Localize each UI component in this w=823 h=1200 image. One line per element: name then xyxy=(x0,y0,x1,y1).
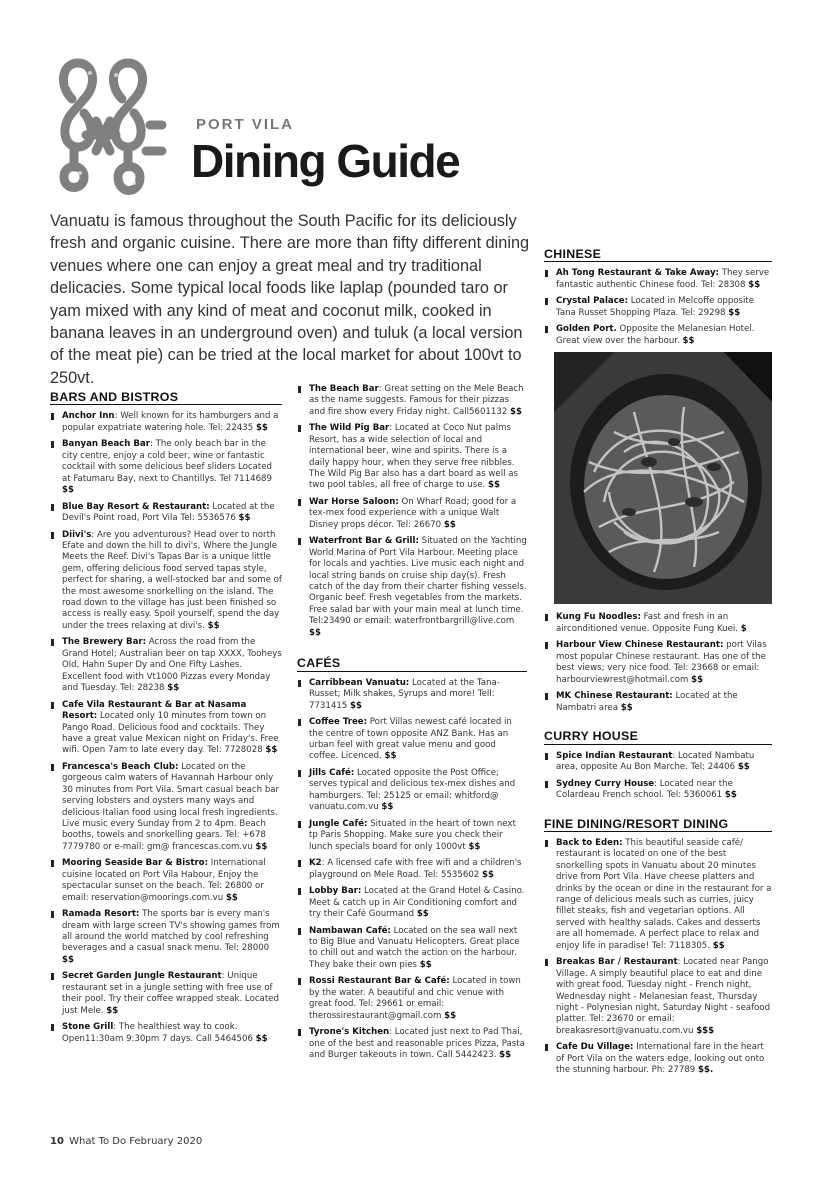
list-item: MK Chinese Restaurant: Located at the Nambatri area $$ xyxy=(544,691,772,714)
fine-dining-list xyxy=(544,838,772,1077)
list-item: Waterfront Bar & Grill: Situated on the Yachting World Marina of Port Vila Harbour. Meeting place for locals and yachties. Live music each night and local string bands on cruise ship day(s). Fresh catch of the day from their charter fishing vessels. Organic beef. Fresh vegetables from the markets. Free salad bar with your main meal at lunch time. Tel:23490 or email: waterfrontbargrill@live.com $$ xyxy=(297,536,527,639)
list-item: Tyrone's Kitchen: Located just next to Pad Thai, one of the best and reasonable prices Pizza, Pasta and Burger takeouts in town. Call 5442423. $$ xyxy=(297,1027,527,1061)
list-item: Nambawan Café: Located on the sea wall next to Big Blue and Vanuatu Helicopters. Great place to chill out and watch the action on the harbour. They bake their own pies $$ xyxy=(297,926,527,972)
bars-list-continued xyxy=(297,384,527,639)
list-item: Rossi Restaurant Bar & Café: Located in town by the water. A beautiful and chic venue with great food. Tel: 29661 or email: therossirestaurant@gmail.com $$ xyxy=(297,976,527,1022)
page-title: Dining Guide xyxy=(191,135,460,187)
list-item: Banyan Beach Bar: The only beach bar in the city centre, enjoy a cold beer, wine or fantastic cocktail with some delicious beef sliders Located at Fatumaru Bay, next to Chantillys. Tel 7114689 $$ xyxy=(50,439,282,496)
list-item: The Wild Pig Bar: Located at Coco Nut palms Resort, has a wide selection of local and international beer, wine and spirits. There is a daily happy hour, when they serve free nibbles. The Wild Pig Bar also has a dart board as well as two pool tables, all free of charge to use. $$ xyxy=(297,423,527,491)
list-item: Blue Bay Resort & Restaurant: Located at the Devil's Point road, Port Vila Tel: 5536576 $$ xyxy=(50,502,282,525)
list-item: Crystal Palace: Located in Melcoffe opposite Tana Russet Shopping Plaza. Tel: 29298 $$ xyxy=(544,296,772,319)
list-item: The Brewery Bar: Across the road from the Grand Hotel; Australian beer on tap XXXX, Tooheys Old, Hahn Super Dy and One Fifty Lashes. Excellent food with Vt1000 Pizzas every Monday and Tuesday. Tel: 28238 $$ xyxy=(50,637,282,694)
section-heading-bars: BARS AND BISTROS xyxy=(50,392,282,405)
list-item: Spice Indian Restaurant: Located Nambatu area, opposite Au Bon Marche. Tel: 24406 $$ xyxy=(544,751,772,774)
section-heading-chinese: CHINESE xyxy=(544,249,772,262)
list-item: Mooring Seaside Bar & Bistro: International cuisine located on Port Vila Habour, Enjoy the spectacular sunset on the beach. Tel: 26800 or email: reservation@moorings.com.vu $$ xyxy=(50,858,282,904)
list-item: Jungle Café: Situated in the heart of town next tp Paris Shopping. Make sure you check their lunch specials board for only 1000vt $$ xyxy=(297,819,527,853)
column-2 xyxy=(297,384,527,1067)
page-footer xyxy=(50,1136,202,1147)
list-item: Anchor Inn: Well known for its hamburgers and a popular expatriate watering hole. Tel: 22435 $$ xyxy=(50,411,282,434)
noodle-dish-photo xyxy=(554,352,772,604)
list-item: Back to Eden: This beautiful seaside café/ restaurant is located on one of the best snorkelling spots in Vanuatu about 20 minutes drive from Port Vila. Have cheese platters and drinks by the ocean or dine in the restaurant for a range of delicious meals such as curries, juicy fillet steaks, fish and vegetarian options. All served with healthy salads. Cakes and desserts are all homemade. A perfect place to relax and enjoy life in paradise! Tel: 7118305. $$ xyxy=(544,838,772,952)
list-item: Cafe Vila Restaurant & Bar at Nasama Resort: Located only 10 minutes from town on Pango Road. Delicious food and cocktails. They have a great value Mexican night on Friday's. Free wifi. Open 7am to late every day. Tel: 7728028 $$ xyxy=(50,700,282,757)
curry-list xyxy=(544,751,772,802)
list-item: Ah Tong Restaurant & Take Away: They serve fantastic authentic Chinese food. Tel: 28308 $$ xyxy=(544,268,772,291)
section-heading-cafes: CAFÉS xyxy=(297,658,527,671)
list-item: Golden Port. Opposite the Melanesian Hotel. Great view over the harbour. $$ xyxy=(544,324,772,347)
list-item: Carribbean Vanuatu: Located at the Tana-Russet; Milk shakes, Syrups and more! Tell: 7731415 $$ xyxy=(297,678,527,712)
list-item: War Horse Saloon: On Wharf Road; good for a tex-mex food experience with a unique Walt Disney props décor. Tel: 26670 $$ xyxy=(297,497,527,531)
list-item: Sydney Curry House: Located near the Colardeau French school. Tel: 5360061 $$ xyxy=(544,779,772,802)
list-item: Jills Café: Located opposite the Post Office; serves typical and delicious tex-mex dishes and hamburgers. Tel: 25125 or email: whitford@ vanuatu.com.vu $$ xyxy=(297,768,527,814)
list-item: Ramada Resort: The sports bar is every man's dream with large screen TV's showing games from all around the world matched by cool refreshing beverages and a casual snack menu. Tel: 28000 $$ xyxy=(50,909,282,966)
list-item: Breakas Bar / Restaurant: Located near Pango Village. A simply beautiful place to eat and dine with great food. Tuesday night - French night, Wednesday night - Melanesian feast, Thursday night - Polynesian night, Saturday Night - seafood platter. Tel: 23670 or email: breakasresort@vanuatu.com.vu $$$ xyxy=(544,957,772,1037)
sand-drawing-logo xyxy=(50,55,170,207)
chinese-list xyxy=(544,268,772,347)
list-item: The Beach Bar: Great setting on the Mele Beach as the name suggests. Famous for their pizzas and fire show every Friday night. Call5601132 $$ xyxy=(297,384,527,418)
list-item: Harbour View Chinese Restaurant: port Vilas most popular Chinese restaurant. Has one of the best views; very nice food. Tel: 23668 or email: harbourviewrest@hotmail.com $$ xyxy=(544,640,772,686)
list-item: Lobby Bar: Located at the Grand Hotel & Casino. Meet & catch up in Air Conditioning comfort and try their Café Gourmand $$ xyxy=(297,886,527,920)
list-item: Coffee Tree: Port Villas newest café located in the centre of town opposite ANZ Bank. Has an urban feel with great value menu and good coffee. Licenced. $$ xyxy=(297,717,527,763)
bars-list xyxy=(50,411,282,1045)
list-item: Secret Garden Jungle Restaurant: Unique restaurant set in a jungle setting with free use of their pool. Try their coffee wrapped steak. Located just Mele. $$ xyxy=(50,971,282,1017)
footer-text: What To Do February 2020 xyxy=(69,1136,203,1147)
list-item: Cafe Du Village: International fare in the heart of Port Vila on the waters edge, looking out onto the stunning harbour. Ph: 27789 $$. xyxy=(544,1042,772,1076)
list-item: Diivi's: Are you adventurous? Head over to north Efate and down the hill to divi's, Where the Jungle Meets the Reef. Divi's Tapas Bar is a unique little gem, offering delicious food served tapas style, perfect for sharing, a well-stocked bar and some of the most awesome snorkelling on the island. The road down to the village has just been finished so access is really easy. Spoil yourself, spend the day under the trees relaxing at divi's. $$ xyxy=(50,530,282,633)
list-item: Francesca's Beach Club: Located on the gorgeous calm waters of Havannah Harbour only 30 minutes from Port Vila. Smart casual beach bar serving lobsters and oysters many ways and delicious Italian food using local fresh ingredients. Live music every Sunday from 2 to 4pm. Beach booths, towels and snorkelling gears. Tel: +678 7779780 or e-mail: gm@ francescas.com.vu $$ xyxy=(50,762,282,853)
section-heading-fine-dining: FINE DINING/RESORT DINING xyxy=(544,819,772,832)
chinese-list-continued xyxy=(544,612,772,714)
list-item: Kung Fu Noodles: Fast and fresh in an airconditioned venue. Opposite Fung Kuei. $ xyxy=(544,612,772,635)
intro-paragraph: Vanuatu is famous throughout the South Pacific for its deliciously fresh and organic cuisine. There are more than fifty different dining venues where one can enjoy a great meal and try traditional delicacies. Some typical local foods like laplap (pounded taro or yam mixed with any kind of meat and coconut milk, cooked in banana leaves in an underground oven) and tuluk (a local version of the meat pie) can be tried at the local market for about 100vt to 250vt. xyxy=(50,212,530,387)
page-number: 10 xyxy=(50,1136,64,1147)
column-1 xyxy=(50,392,282,1050)
list-item: Stone Grill: The healthiest way to cook. Open11:30am 9:30pm 7 days. Call 5464506 $$ xyxy=(50,1022,282,1045)
section-heading-curry: CURRY HOUSE xyxy=(544,731,772,744)
column-3 xyxy=(544,213,772,1082)
list-item: K2: A licensed cafe with free wifi and a children's playground on Mele Road. Tel: 5535602 $$ xyxy=(297,858,527,881)
cafes-list xyxy=(297,678,527,1062)
page-subtitle: PORT VILA xyxy=(196,116,295,133)
